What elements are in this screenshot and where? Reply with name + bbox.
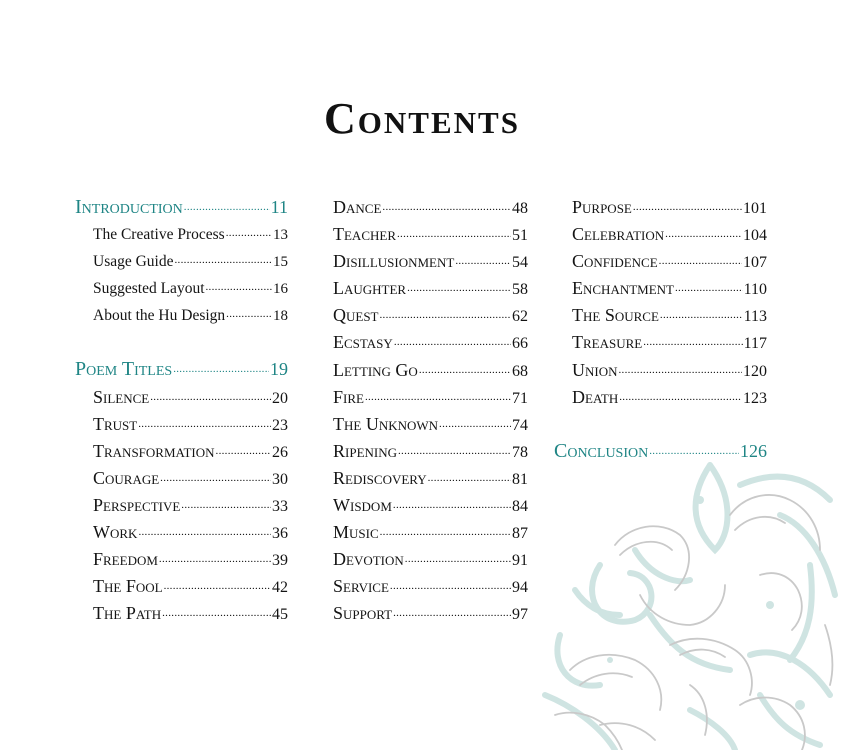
toc-entry[interactable] (333, 411, 528, 438)
toc-entry[interactable] (554, 221, 767, 248)
toc-entry[interactable] (333, 573, 528, 600)
toc-page-number: 45 (272, 606, 288, 624)
toc-entry[interactable] (333, 302, 528, 329)
toc-entry[interactable] (75, 600, 288, 627)
toc-page-number: 87 (512, 525, 528, 543)
dot-leader (649, 443, 739, 457)
toc-page-number: 19 (270, 359, 288, 380)
toc-page-number: 54 (512, 254, 528, 272)
toc-entry-title: Union (572, 359, 618, 380)
toc-entry-title: About the Hu Design (93, 307, 226, 325)
toc-entry[interactable] (554, 384, 767, 411)
toc-entry-title: Support (333, 603, 393, 624)
toc-section-title: Introduction (75, 196, 183, 218)
toc-entry[interactable] (75, 546, 288, 573)
toc-entry[interactable] (333, 329, 528, 356)
toc-page-number: 51 (512, 227, 528, 245)
toc-entry[interactable] (333, 275, 528, 302)
toc-entry-title: Wisdom (333, 495, 392, 516)
dot-leader (394, 334, 511, 348)
dot-leader (439, 416, 511, 430)
toc-page-number: 20 (272, 389, 288, 407)
toc-entry[interactable] (75, 411, 288, 438)
dot-leader (665, 226, 742, 240)
dot-leader (216, 443, 271, 457)
toc-column-1 (75, 194, 288, 627)
toc-entry-title: Courage (93, 467, 160, 488)
toc-page-number: 71 (512, 389, 528, 407)
dot-leader (164, 578, 271, 592)
toc-section-conclusion[interactable] (554, 438, 767, 465)
toc-entry[interactable] (554, 357, 767, 384)
toc-page-number: 91 (512, 552, 528, 570)
toc-entry-title: Devotion (333, 549, 404, 570)
dot-leader (397, 226, 511, 240)
toc-entry-title: Enchantment (572, 278, 674, 299)
toc-entry[interactable] (75, 465, 288, 492)
dot-leader (150, 389, 271, 403)
toc-entry-title: Treasure (572, 332, 643, 353)
toc-entry-title: Work (93, 522, 138, 543)
toc-entry-title: Ecstasy (333, 332, 393, 353)
dot-leader (173, 361, 269, 375)
toc-page-number: 62 (512, 308, 528, 326)
toc-page-number: 68 (512, 362, 528, 380)
toc-entry-title: The Source (572, 305, 659, 326)
dot-leader (184, 199, 270, 213)
toc-entry-title: Freedom (93, 549, 158, 570)
toc-entry-title: Quest (333, 305, 379, 326)
toc-page-number: 15 (273, 254, 288, 271)
toc-page-number: 101 (743, 200, 767, 217)
toc-section-title: Conclusion (554, 439, 649, 462)
toc-entry[interactable] (75, 302, 288, 329)
toc-entry[interactable] (75, 221, 288, 248)
dot-leader (455, 253, 511, 267)
dot-leader (382, 199, 511, 213)
toc-entry[interactable] (554, 329, 767, 356)
toc-page-number: 107 (743, 254, 767, 272)
toc-entry-title: Silence (93, 386, 150, 407)
dot-leader (175, 252, 273, 266)
toc-section-introduction[interactable] (75, 194, 288, 221)
toc-page-number: 11 (270, 197, 288, 217)
toc-entry[interactable] (333, 357, 528, 384)
dot-leader (428, 470, 511, 484)
toc-entry[interactable] (554, 275, 767, 302)
dot-leader (160, 470, 271, 484)
toc-page-number: 104 (743, 227, 767, 245)
toc-entry-title: Transformation (93, 440, 215, 461)
dot-leader (181, 497, 271, 511)
toc-entry[interactable] (75, 438, 288, 465)
toc-entry-title: Death (572, 386, 619, 407)
toc-entry-title: Usage Guide (93, 253, 174, 271)
toc-entry[interactable] (75, 573, 288, 600)
toc-page-number: 58 (512, 281, 528, 299)
toc-entry-title: Letting Go (333, 359, 418, 380)
paisley-ornament-icon (540, 455, 844, 750)
toc-entry[interactable] (333, 248, 528, 275)
toc-page-number: 117 (743, 335, 767, 353)
dot-leader (138, 524, 271, 538)
dot-leader (405, 551, 511, 565)
toc-section-poem-titles[interactable] (75, 356, 288, 383)
toc-page-number: 113 (743, 308, 767, 326)
dot-leader (398, 443, 511, 457)
dot-leader (380, 524, 511, 538)
toc-page-number: 123 (743, 389, 767, 407)
toc-entry-title: Perspective (93, 494, 181, 515)
toc-entry-title: Fire (333, 386, 364, 407)
toc-entry[interactable] (333, 384, 528, 411)
toc-entry[interactable] (333, 194, 528, 221)
toc-entry[interactable] (333, 519, 528, 546)
toc-entry-title: The Creative Process (93, 226, 225, 244)
toc-entry-title: Teacher (333, 224, 396, 245)
dot-leader (226, 225, 272, 239)
dot-leader (659, 253, 742, 267)
toc-entry[interactable] (333, 465, 528, 492)
toc-page-number: 84 (512, 498, 528, 516)
toc-entry-title: Confidence (572, 251, 658, 272)
toc-entry-title: The Unknown (333, 413, 439, 434)
toc-entry-title: Trust (93, 413, 138, 434)
toc-entry-title: Laughter (333, 278, 407, 299)
toc-entry-title: Celebration (572, 224, 665, 245)
toc-entry[interactable] (75, 492, 288, 519)
toc-entry-title: Dance (333, 197, 382, 217)
dot-leader (365, 389, 511, 403)
toc-page-number: 74 (512, 416, 528, 434)
toc-page-number: 42 (272, 579, 288, 597)
toc-page-number: 66 (512, 335, 528, 353)
toc-entry-title: Disillusionment (333, 251, 455, 272)
toc-page-number: 18 (273, 308, 288, 325)
toc-entry[interactable] (75, 275, 288, 302)
toc-entry[interactable] (333, 438, 528, 465)
dot-leader (619, 362, 743, 376)
toc-entry[interactable] (75, 384, 288, 411)
toc-page-number: 23 (272, 416, 288, 434)
toc-entry-title: Rediscovery (333, 467, 427, 488)
toc-page-number: 33 (272, 497, 288, 515)
dot-leader (407, 280, 511, 294)
toc-page-number: 48 (512, 200, 528, 217)
toc-page-number: 30 (272, 470, 288, 488)
toc-page-number: 97 (512, 606, 528, 624)
toc-page-number: 36 (272, 525, 288, 543)
toc-page-number: 16 (273, 281, 288, 298)
section-gap (75, 329, 288, 356)
dot-leader (619, 389, 742, 403)
dot-leader (393, 497, 511, 511)
toc-page-number: 81 (512, 470, 528, 488)
dot-leader (226, 306, 272, 320)
toc-page-number: 26 (272, 443, 288, 461)
dot-leader (419, 362, 511, 376)
toc-entry[interactable] (554, 248, 767, 275)
toc-page-number: 94 (512, 579, 528, 597)
toc-column-2 (333, 194, 528, 628)
page-title: Contents (324, 94, 520, 144)
toc-section-title: Poem Titles (75, 358, 173, 381)
toc-entry-title: The Fool (93, 576, 163, 597)
dot-leader (159, 551, 271, 565)
dot-leader (643, 334, 742, 348)
toc-page-number: 78 (512, 443, 528, 461)
dot-leader (206, 279, 273, 293)
toc-page-number: 126 (740, 440, 767, 461)
dot-leader (390, 578, 511, 592)
section-gap (554, 411, 767, 438)
dot-leader (675, 280, 743, 294)
toc-entry[interactable] (333, 546, 528, 573)
toc-entry[interactable] (554, 194, 767, 221)
dot-leader (380, 307, 512, 321)
toc-entry[interactable] (333, 221, 528, 248)
dot-leader (660, 307, 743, 321)
toc-entry[interactable] (75, 519, 288, 546)
toc-page-number: 120 (743, 362, 767, 380)
toc-entry-title: Ripening (333, 440, 397, 461)
toc-entry-title: Service (333, 576, 389, 597)
toc-entry[interactable] (75, 248, 288, 275)
toc-entry-title: Suggested Layout (93, 280, 205, 298)
toc-entry-title: Music (333, 522, 379, 543)
toc-page-number: 110 (743, 281, 767, 299)
toc-page-number: 39 (272, 552, 288, 570)
dot-leader (162, 605, 271, 619)
toc-entry[interactable] (554, 302, 767, 329)
toc-entry[interactable] (333, 492, 528, 519)
dot-leader (138, 416, 271, 430)
toc-entry-title: Purpose (572, 197, 632, 217)
toc-entry-title: The Path (93, 603, 162, 624)
dot-leader (393, 605, 511, 619)
dot-leader (633, 199, 742, 213)
toc-page-number: 13 (273, 227, 288, 244)
toc-column-3 (554, 194, 767, 465)
toc-entry[interactable] (333, 600, 528, 627)
